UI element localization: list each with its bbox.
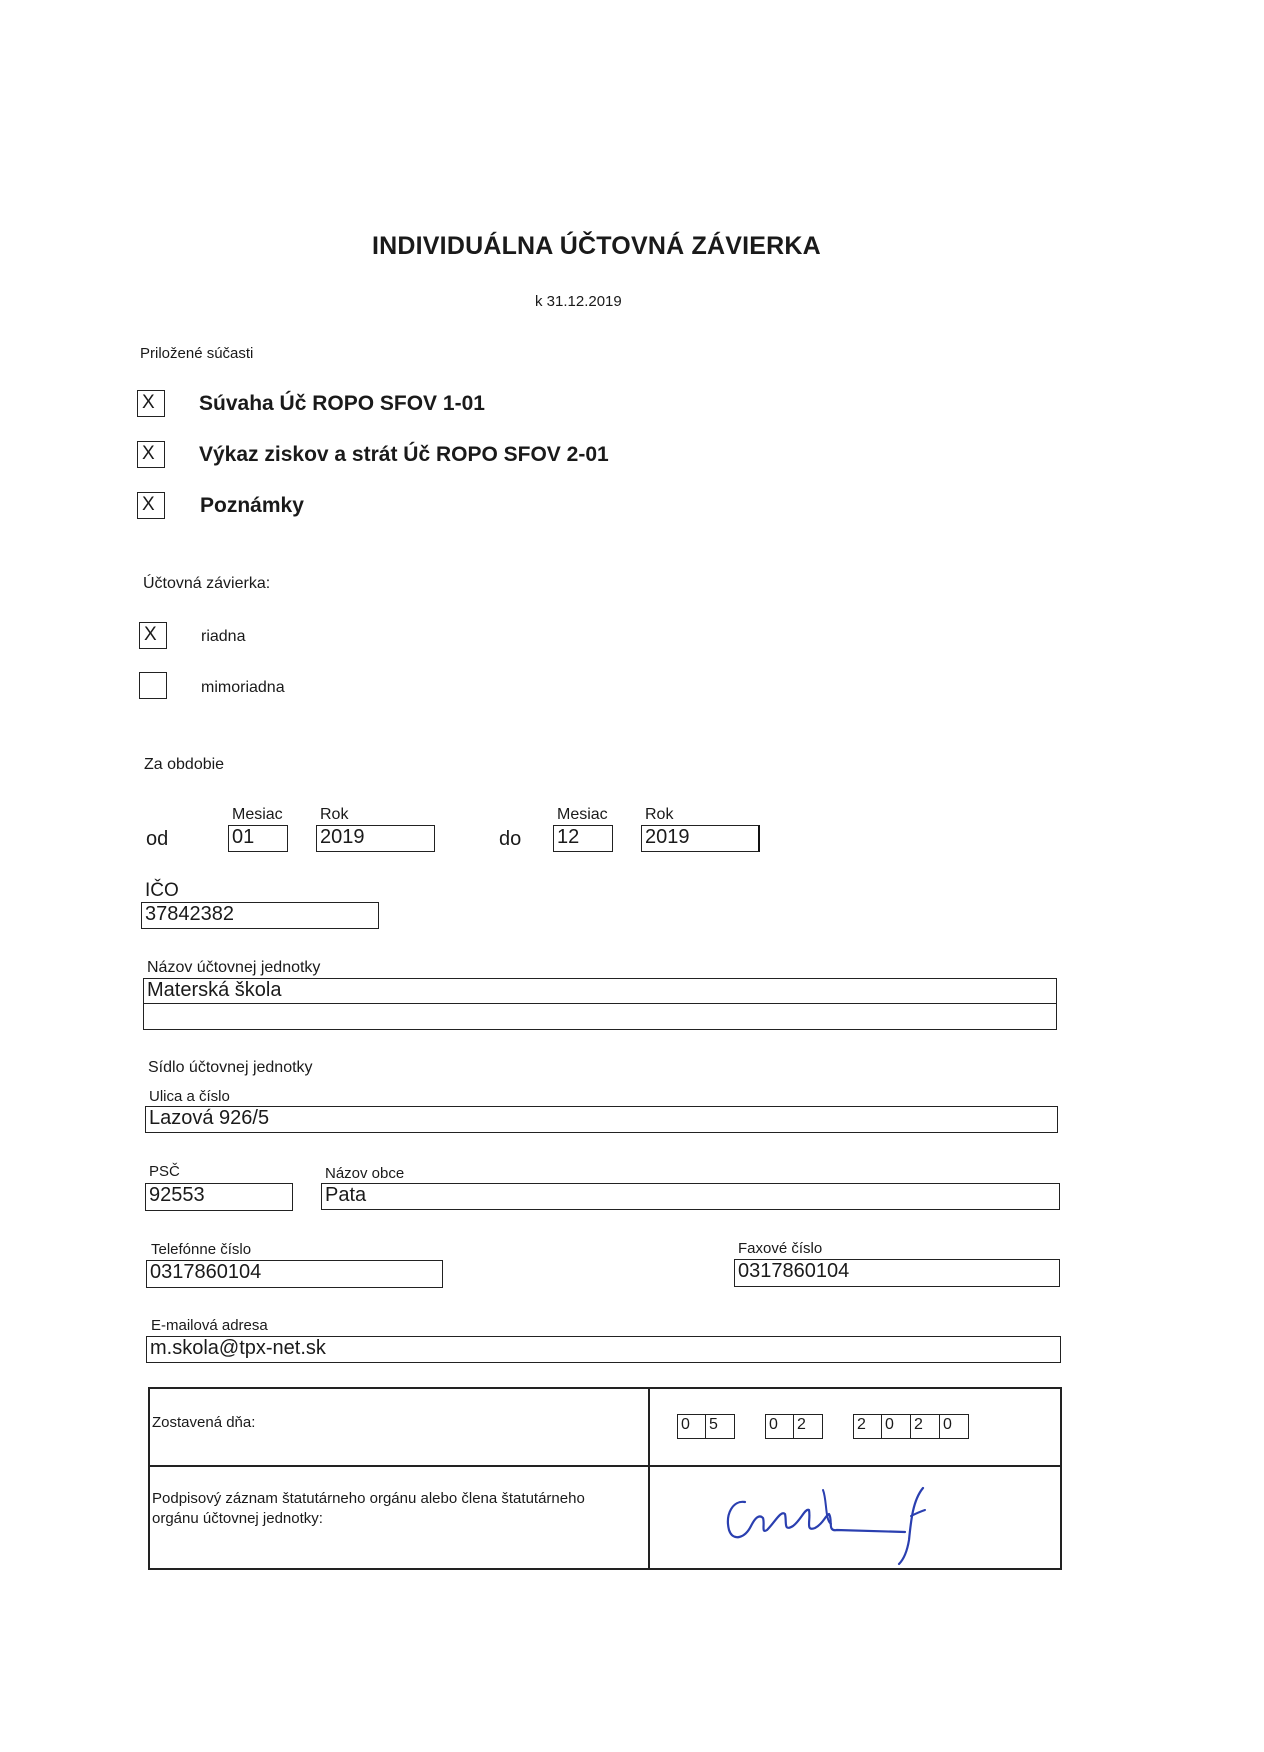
email-field[interactable]: m.skola@tpx-net.sk [146, 1336, 1061, 1363]
to-year-label: Rok [645, 806, 674, 823]
from-month-label: Mesiac [232, 806, 283, 823]
city-label: Názov obce [325, 1165, 405, 1182]
ico-field[interactable]: 37842382 [141, 902, 379, 929]
month-digit-1[interactable]: 0 [765, 1414, 794, 1439]
checkbox-balance-sheet[interactable]: X [137, 390, 165, 417]
footer-divider-horizontal [148, 1465, 1062, 1467]
checkbox-regular[interactable]: X [139, 622, 167, 649]
signature-label [152, 1489, 585, 1529]
city-field[interactable]: Pata [321, 1183, 1060, 1210]
fax-label: Faxové číslo [738, 1240, 823, 1257]
footer-divider-vertical [648, 1387, 650, 1570]
closing-type-heading: Účtovná závierka: [143, 575, 271, 592]
year-digit-1[interactable]: 2 [853, 1414, 882, 1439]
phone-field[interactable]: 0317860104 [146, 1260, 443, 1288]
page-title: INDIVIDUÁLNA ÚČTOVNÁ ZÁVIERKA [372, 232, 821, 260]
from-label: od [146, 828, 169, 850]
from-month-field[interactable]: 01 [228, 825, 288, 852]
email-label: E-mailová adresa [151, 1317, 268, 1334]
address-heading: Sídlo účtovnej jednotky [148, 1059, 313, 1076]
psc-label: PSČ [149, 1163, 180, 1180]
label-extraordinary: mimoriadna [201, 679, 285, 696]
psc-field[interactable]: 92553 [145, 1183, 293, 1211]
to-label: do [499, 828, 522, 850]
signature-label-line1: Podpisový záznam štatutárneho orgánu alebo člena štatutárneho [152, 1490, 585, 1507]
label-balance-sheet: Súvaha Úč ROPO SFOV 1-01 [199, 392, 485, 415]
components-heading: Priložené súčasti [140, 345, 254, 362]
checkbox-profit-loss[interactable]: X [137, 441, 165, 468]
phone-label: Telefónne číslo [151, 1241, 252, 1258]
year-digit-4[interactable]: 0 [940, 1414, 969, 1439]
day-digit-1[interactable]: 0 [677, 1414, 706, 1439]
label-notes: Poznámky [200, 494, 304, 517]
compiled-label: Zostavená dňa: [152, 1414, 256, 1431]
street-field[interactable]: Lazová 926/5 [145, 1106, 1058, 1133]
date-line: k 31.12.2019 [535, 293, 622, 310]
label-profit-loss: Výkaz ziskov a strát Úč ROPO SFOV 2-01 [199, 443, 609, 466]
from-year-label: Rok [320, 806, 349, 823]
handwritten-signature [715, 1480, 945, 1570]
year-digit-3[interactable]: 2 [911, 1414, 940, 1439]
year-digit-2[interactable]: 0 [882, 1414, 911, 1439]
month-digit-2[interactable]: 2 [794, 1414, 823, 1439]
entity-name-line2[interactable] [143, 1003, 1057, 1030]
entity-name-line1[interactable]: Materská škola [143, 978, 1057, 1004]
to-month-label: Mesiac [557, 806, 608, 823]
period-heading: Za obdobie [144, 756, 225, 773]
ico-label: IČO [145, 880, 179, 901]
fax-field[interactable]: 0317860104 [734, 1259, 1060, 1287]
entity-name-label: Názov účtovnej jednotky [147, 959, 321, 976]
from-year-field[interactable]: 2019 [316, 825, 435, 852]
checkbox-notes[interactable]: X [137, 492, 165, 519]
day-digit-2[interactable]: 5 [706, 1414, 735, 1439]
signature-label-line2: orgánu účtovnej jednotky: [152, 1510, 323, 1527]
checkbox-extraordinary[interactable] [139, 672, 167, 699]
street-label: Ulica a číslo [149, 1088, 230, 1105]
label-regular: riadna [201, 628, 246, 645]
to-month-field[interactable]: 12 [553, 825, 613, 852]
to-year-field[interactable]: 2019 [641, 825, 760, 852]
